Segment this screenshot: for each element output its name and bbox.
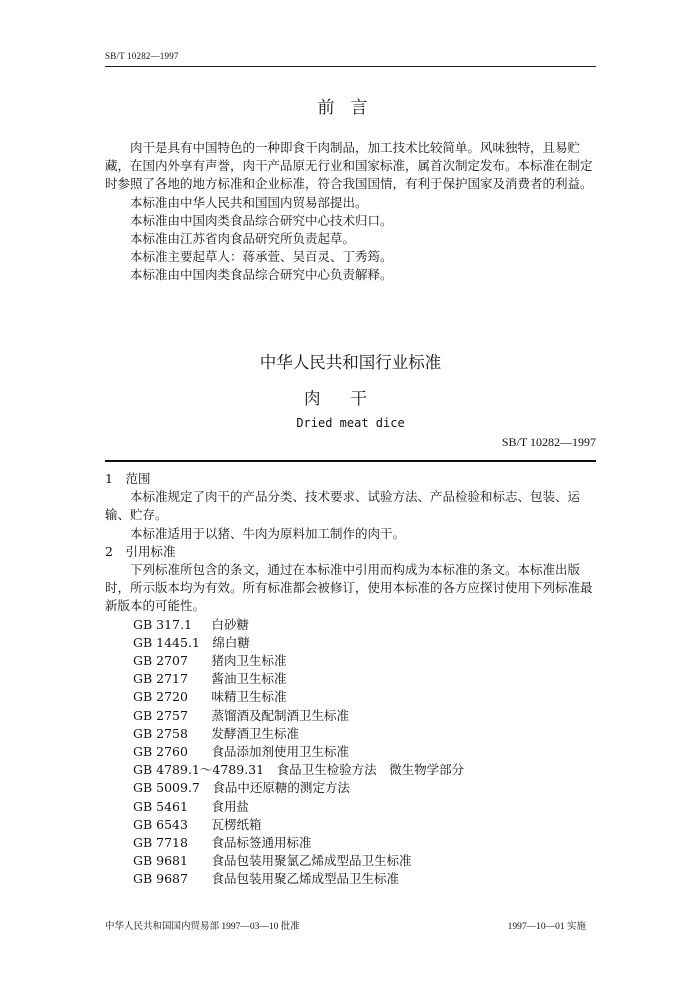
reference-name: 食品包装用聚乙烯成型品卫生标准 <box>211 871 400 887</box>
reference-item <box>105 870 596 888</box>
foreword-paragraph: 本标准由中国肉类食品综合研究中心技术归口。 <box>130 212 393 228</box>
references-intro: 下列标准所包含的条文，通过在本标准中引用而构成为本标准的条文。本标准出版时，所示版本均为有效。所有标准都会被修订，使用本标准的各方应探讨使用下列标准最新版本的可能性。 <box>105 562 593 614</box>
standard-number: SB/T 10282—1997 <box>501 435 596 449</box>
reference-item <box>105 852 596 870</box>
reference-item <box>105 816 596 834</box>
reference-name: 猪肉卫生标准 <box>211 653 287 669</box>
standard-body <box>105 470 596 889</box>
reference-item <box>105 634 596 652</box>
foreword-title: 前言 <box>317 98 384 118</box>
reference-name: 食品包装用聚氯乙烯成型品卫生标准 <box>211 853 412 869</box>
foreword-paragraph: 本标准由江苏省肉食品研究所负责起草。 <box>130 231 356 247</box>
reference-code: GB 4789.1～4789.31 <box>133 762 265 778</box>
reference-code: GB 2758 <box>133 725 188 741</box>
reference-item <box>105 743 596 761</box>
reference-item <box>105 761 596 779</box>
reference-item <box>105 707 596 725</box>
reference-code: GB 5009.7 <box>133 780 200 796</box>
foreword-paragraph: 本标准由中华人民共和国国内贸易部提出。 <box>130 194 368 210</box>
reference-name: 食品标签通用标准 <box>211 835 312 851</box>
reference-name: 食用盐 <box>211 798 250 814</box>
reference-code: GB 317.1 <box>133 616 192 632</box>
reference-code: GB 5461 <box>133 798 188 814</box>
scope-paragraph: 本标准适用于以猪、牛肉为原料加工制作的肉干。 <box>130 525 406 541</box>
reference-name: 食品中还原糖的测定方法 <box>212 780 350 796</box>
reference-code: GB 2707 <box>133 653 188 669</box>
reference-item <box>105 652 596 670</box>
reference-name: 酱油卫生标准 <box>211 671 287 687</box>
section-heading-references: 2 引用标准 <box>105 543 176 559</box>
foreword-paragraph: 本标准主要起草人：蒋承萱、吴百灵、丁秀筠。 <box>130 249 393 265</box>
standard-authority-title: 中华人民共和国行业标准 <box>259 353 442 372</box>
header-rule <box>105 66 596 67</box>
foreword-paragraph: 本标准由中国肉类食品综合研究中心负责解释。 <box>130 267 393 283</box>
reference-code: GB 2720 <box>133 689 188 705</box>
foreword-body <box>105 139 596 285</box>
reference-item <box>105 688 596 706</box>
reference-code: GB 9681 <box>133 853 188 869</box>
standard-english-title: Dried meat dice <box>296 416 405 430</box>
reference-item <box>105 725 596 743</box>
reference-code: GB 2717 <box>133 671 188 687</box>
reference-code: GB 6543 <box>133 816 188 832</box>
reference-name: 食品卫生检验方法 微生物学部分 <box>276 762 465 778</box>
reference-code: GB 1445.1 <box>133 634 200 650</box>
reference-item <box>105 616 596 634</box>
reference-item <box>105 779 596 797</box>
reference-code: GB 2760 <box>133 744 188 760</box>
reference-name: 白砂糖 <box>211 616 250 632</box>
reference-code: GB 7718 <box>133 835 188 851</box>
title-rule <box>105 460 596 462</box>
reference-name: 蒸馏酒及配制酒卫生标准 <box>211 707 350 723</box>
reference-name: 发酵酒卫生标准 <box>211 725 300 741</box>
section-heading-scope: 1 范围 <box>105 471 151 486</box>
reference-name: 味精卫生标准 <box>211 689 287 705</box>
footer-effective: 1997—10—01 实施 <box>507 922 586 932</box>
reference-item <box>105 834 596 852</box>
reference-code: GB 2757 <box>133 707 188 723</box>
reference-name: 食品添加剂使用卫生标准 <box>211 744 350 760</box>
reference-item <box>105 670 596 688</box>
reference-item <box>105 798 596 816</box>
scope-paragraph: 本标准规定了肉干的产品分类、技术要求、试验方法、产品检验和标志、包装、运输、贮存。 <box>105 489 581 523</box>
reference-list <box>105 616 596 889</box>
reference-name: 绵白糖 <box>212 634 250 650</box>
standard-product-title: 肉干 <box>304 389 397 408</box>
foreword-paragraph: 肉干是具有中国特色的一种即食干肉制品，加工技术比较简单。风味独特，且易贮藏，在国内外享有声誉，肉干产品原无行业和国家标准，属首次制定发布。本标准在制定时参照了各地的地方标准和企业标准，符合我国国情，有利于保护国家及消费者的利益。 <box>105 140 593 192</box>
footer-approval: 中华人民共和国国内贸易部 1997—03—10 批准 <box>105 922 300 932</box>
page-header-code: SB/T 10282—1997 <box>105 51 179 61</box>
reference-name: 瓦楞纸箱 <box>211 816 262 832</box>
reference-code: GB 9687 <box>133 871 188 887</box>
